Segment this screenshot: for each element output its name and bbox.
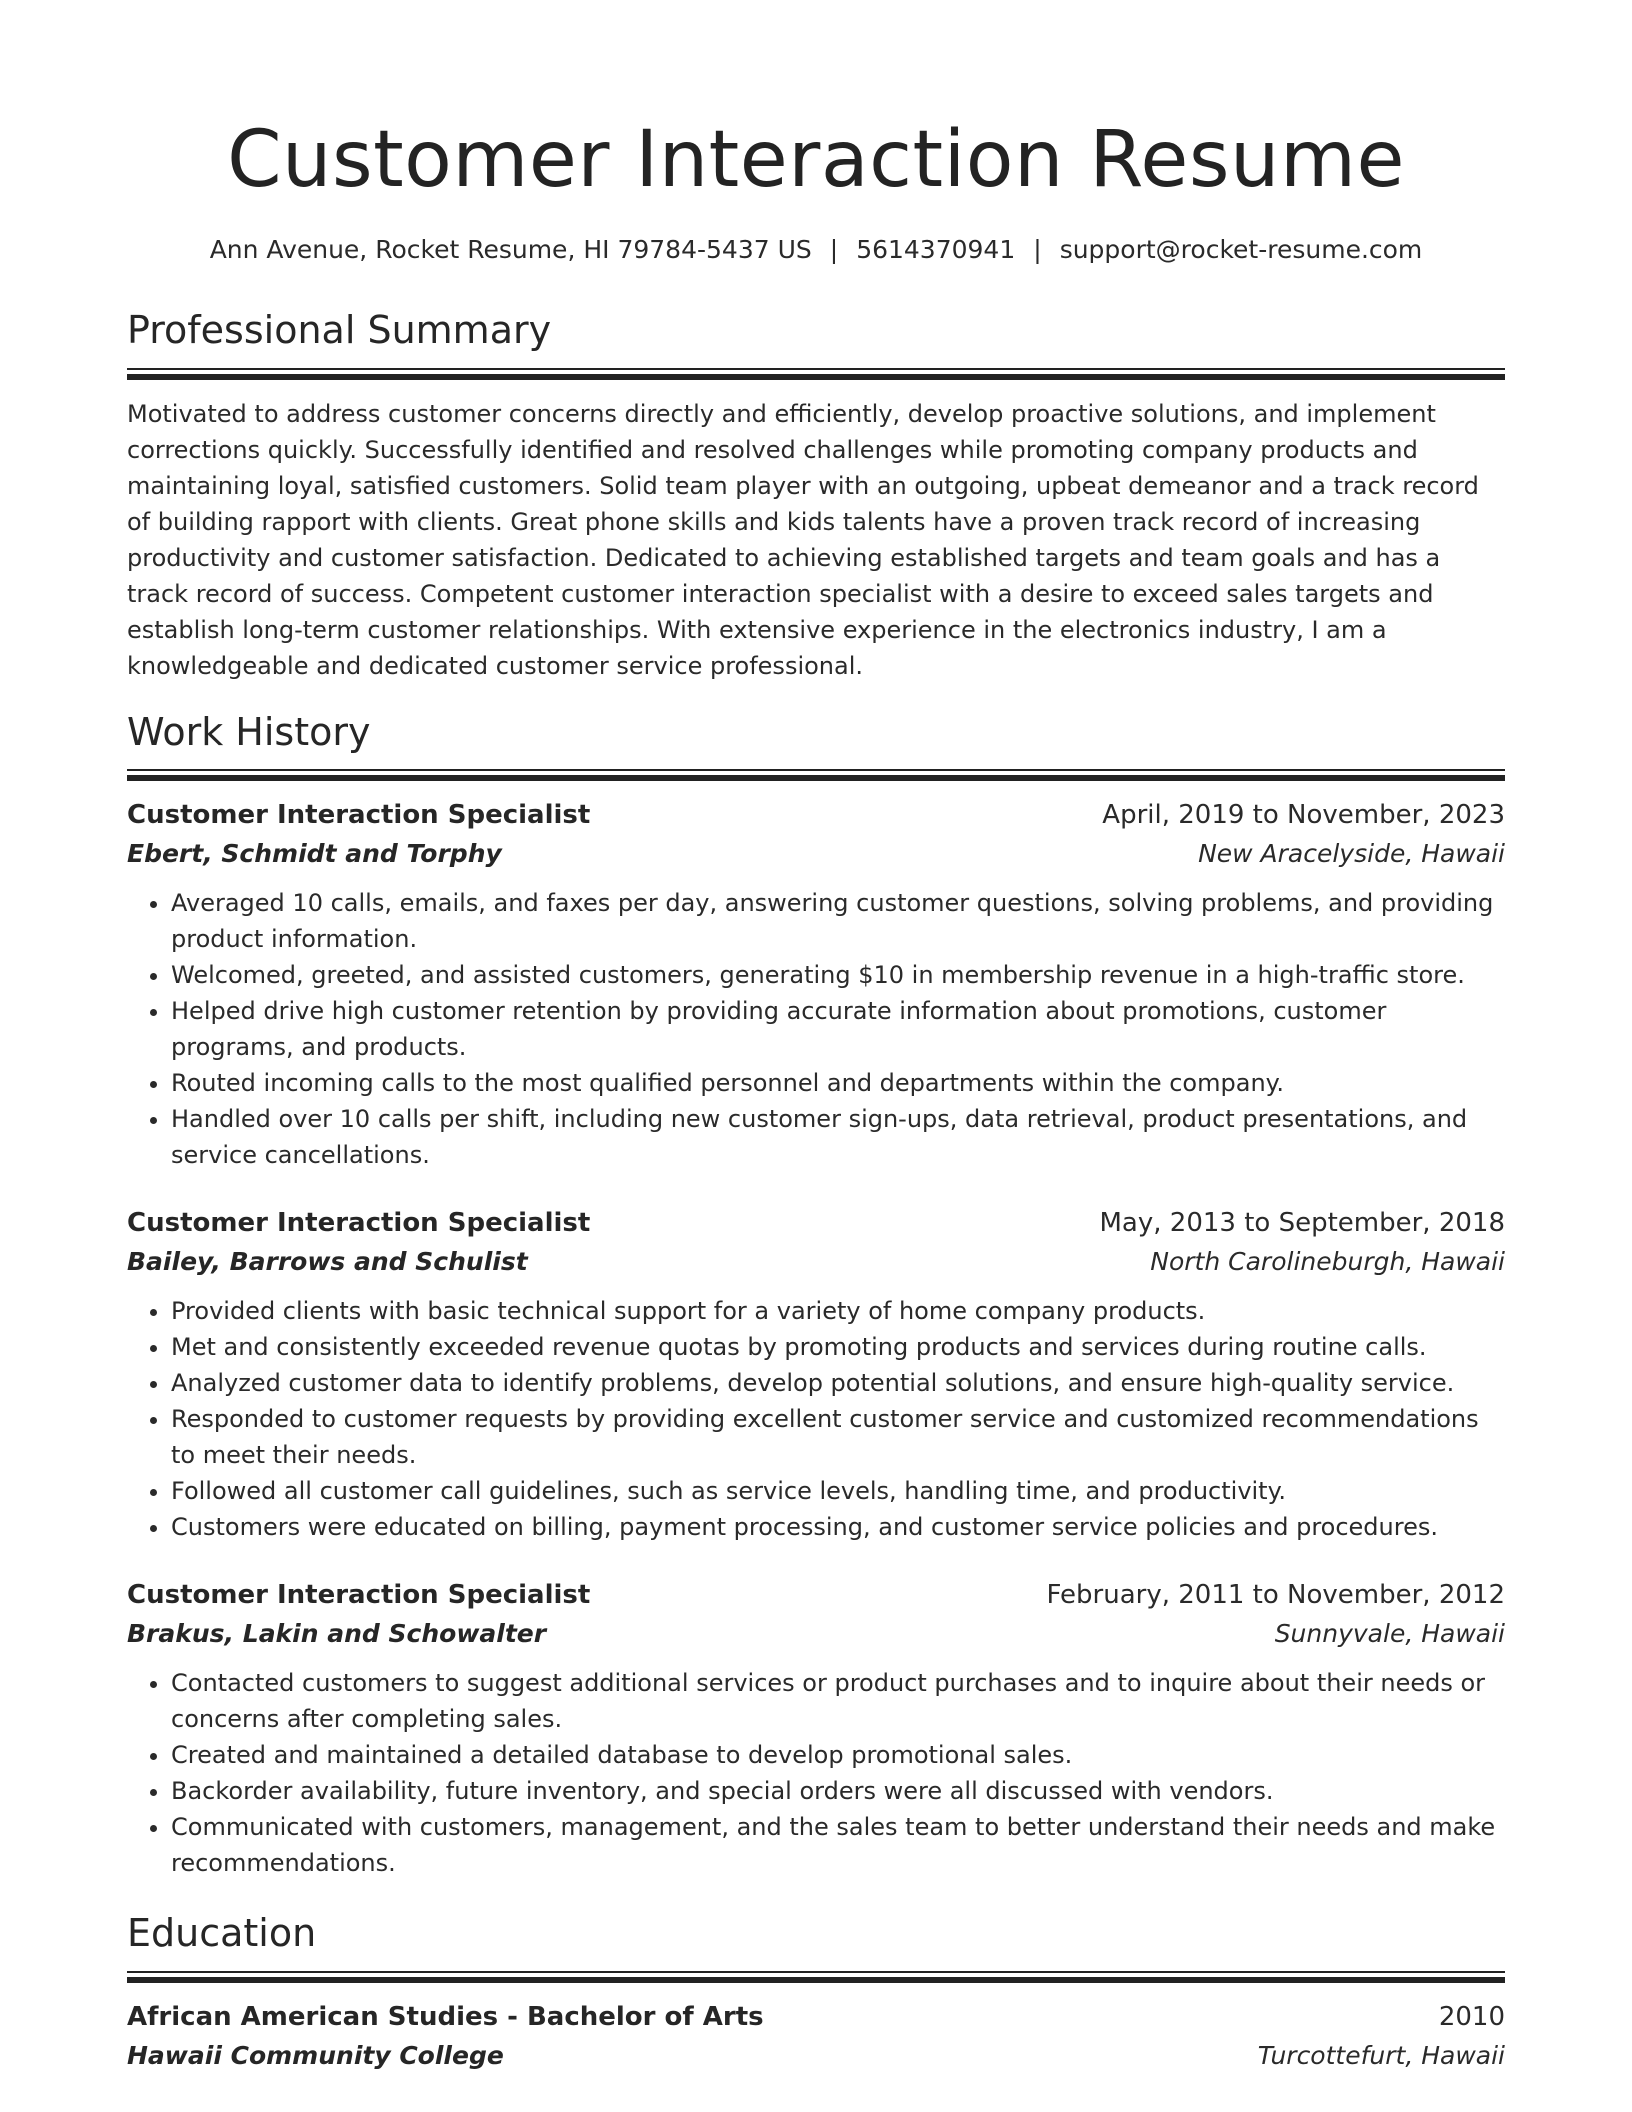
section-divider (127, 368, 1505, 374)
job-entry (127, 1575, 1505, 1881)
job-bullet: • Created and maintained a detailed database to develop promotional sales. (171, 1737, 1505, 1773)
job-company: Ebert, Schmidt and Torphy (127, 839, 502, 869)
job-bullet: • Averaged 10 calls, emails, and faxes per day, answering customer questions, solving problems, and providing product information. (171, 885, 1505, 957)
job-role: Customer Interaction Specialist (127, 800, 591, 831)
contact-address: Ann Avenue, Rocket Resume, HI 79784-5437 US (209, 234, 812, 264)
job-bullets (127, 1665, 1505, 1881)
job-bullet: • Met and consistently exceeded revenue quotas by promoting products and services during routine calls. (171, 1329, 1505, 1365)
education-year: 2010 (1438, 2002, 1505, 2033)
education-section (127, 1911, 1505, 2075)
contact-line (127, 234, 1505, 267)
job-bullet: • Handled over 10 calls per shift, including new customer sign-ups, data retrieval, product presentations, and service cancellations. (171, 1101, 1505, 1173)
job-bullet: • Welcomed, greeted, and assisted customers, generating $10 in membership revenue in a high-traffic store. (171, 957, 1505, 993)
section-divider (127, 1971, 1505, 1977)
job-role: Customer Interaction Specialist (127, 1208, 591, 1239)
job-bullet: • Responded to customer requests by providing excellent customer service and customized recommendations to meet their needs. (171, 1401, 1505, 1473)
job-bullets (127, 885, 1505, 1173)
section-divider (127, 769, 1505, 775)
job-entry (127, 795, 1505, 1173)
job-location: North Carolineburgh, Hawaii (1150, 1247, 1505, 1277)
job-location: Sunnyvale, Hawaii (1274, 1619, 1505, 1649)
job-bullet: • Customers were educated on billing, payment processing, and customer service policies and procedures. (171, 1509, 1505, 1545)
job-bullets (127, 1293, 1505, 1545)
contact-phone: 5614370941 (856, 234, 1016, 264)
education-entry (127, 1997, 1505, 2075)
job-role: Customer Interaction Specialist (127, 1580, 591, 1611)
job-bullet: • Provided clients with basic technical support for a variety of home company products. (171, 1293, 1505, 1329)
job-dates: April, 2019 to November, 2023 (1102, 800, 1505, 831)
job-bullet: • Contacted customers to suggest additional services or product purchases and to inquire about their needs or concerns after completing sales. (171, 1665, 1505, 1737)
job-bullet: • Communicated with customers, management, and the sales team to better understand their needs and make recommendations. (171, 1809, 1505, 1881)
job-company: Brakus, Lakin and Schowalter (127, 1619, 547, 1649)
job-bullet: • Routed incoming calls to the most qualified personnel and departments within the company. (171, 1065, 1505, 1101)
education-degree: African American Studies - Bachelor of Arts (127, 2002, 764, 2033)
job-entry (127, 1203, 1505, 1545)
job-bullet: • Analyzed customer data to identify problems, develop potential solutions, and ensure high-quality service. (171, 1365, 1505, 1401)
job-company: Bailey, Barrows and Schulist (127, 1247, 528, 1277)
work-history-heading: Work History (127, 709, 371, 754)
job-dates: May, 2013 to September, 2018 (1099, 1208, 1505, 1239)
contact-email: support@rocket-resume.com (1059, 234, 1423, 264)
summary-text: Motivated to address customer concerns directly and efficiently, develop proactive solutions, and implement corrections quickly. Successfully identified and resolved challenges while promoting company products and maintaining loyal, satisfied customers. Solid team player with an outgoing, upbeat demeanor and a track record of building rapport with clients. Great phone skills and kids talents have a proven track record of increasing productivity and customer satisfaction. Dedicated to achieving established targets and team goals and has a track record of success. Competent customer interaction specialist with a desire to exceed sales targets and establish long-term customer relationships. With extensive experience in the electronics industry, I am a knowledgeable and dedicated customer service professional. (127, 399, 1479, 680)
work-history-section (127, 710, 1505, 1882)
job-bullet: • Helped drive high customer retention by providing accurate information about promotions, customer programs, and products. (171, 993, 1505, 1065)
job-bullet: • Backorder availability, future inventory, and special orders were all discussed with vendors. (171, 1773, 1505, 1809)
contact-separator: | (1033, 234, 1042, 264)
summary-heading: Professional Summary (127, 308, 552, 353)
job-dates: February, 2011 to November, 2012 (1046, 1580, 1505, 1611)
education-location: Turcottefurt, Hawaii (1257, 2041, 1505, 2071)
job-bullet: • Followed all customer call guidelines, such as service levels, handling time, and productivity. (171, 1473, 1505, 1509)
job-location: New Aracelyside, Hawaii (1198, 839, 1505, 869)
contact-separator: | (829, 234, 839, 264)
education-heading: Education (127, 1911, 317, 1956)
summary-section (127, 308, 1505, 684)
education-school: Hawaii Community College (127, 2041, 504, 2071)
resume-title: Customer Interaction Resume (227, 115, 1405, 205)
